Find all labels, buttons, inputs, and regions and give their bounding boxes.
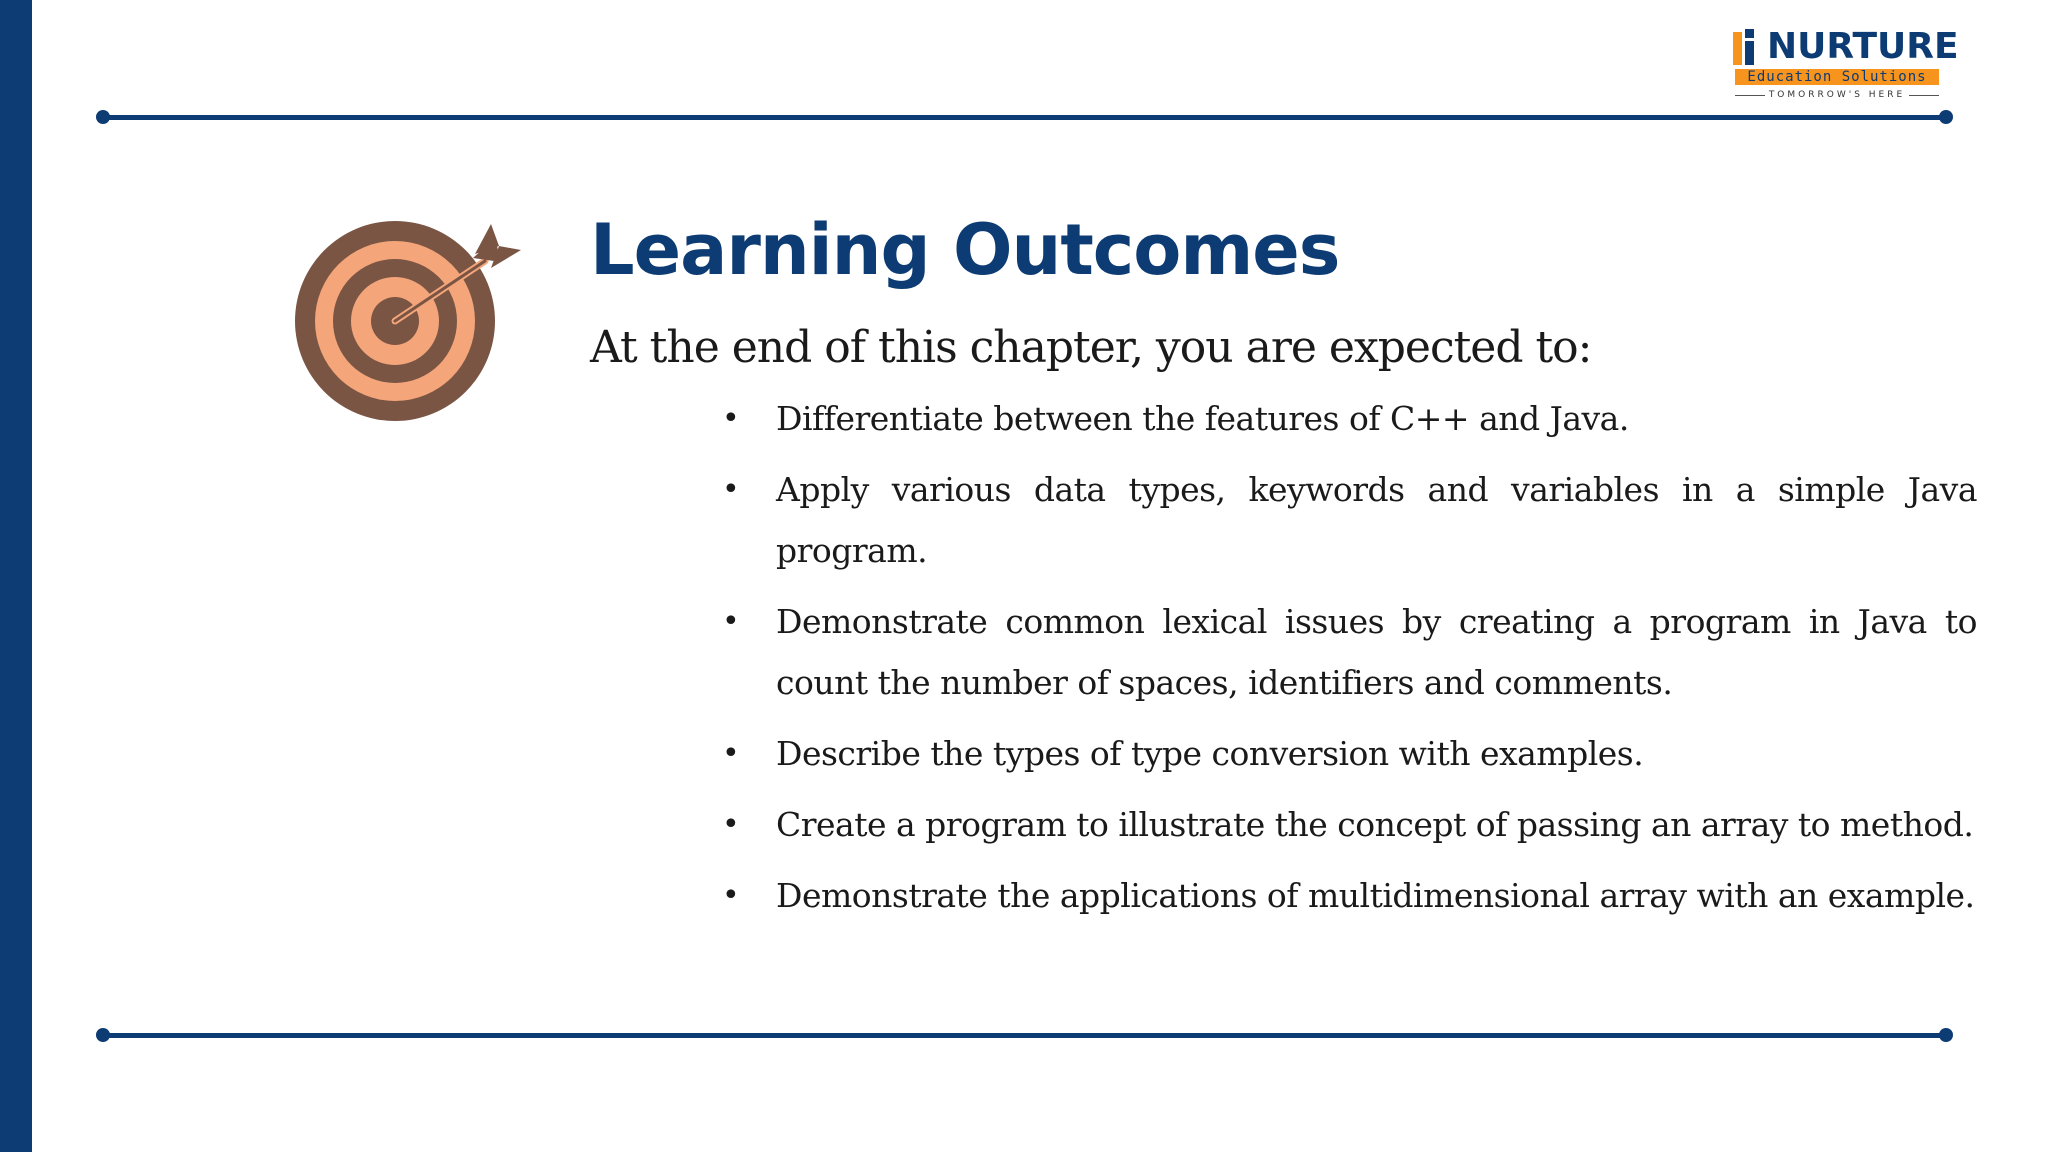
outcome-item	[722, 723, 1977, 784]
outcome-text: Differentiate between the features of C++ and Java.	[776, 399, 1629, 438]
logo-tagline	[1735, 89, 1939, 101]
bottom-divider	[102, 1033, 1947, 1038]
outcome-text: Create a program to illustrate the concept of passing an array to method.	[776, 805, 1974, 844]
outcome-item	[722, 794, 1977, 855]
divider-dot	[1939, 110, 1953, 124]
divider-dot	[96, 1028, 110, 1042]
divider-dot	[1939, 1028, 1953, 1042]
bullet-icon: •	[722, 604, 740, 639]
logo-mark-icon	[1733, 29, 1767, 65]
outcome-item	[722, 459, 1977, 581]
outcome-text: Apply various data types, keywords and variables in a simple Java program.	[776, 470, 1977, 570]
outcome-text: Describe the types of type conversion with examples.	[776, 734, 1644, 773]
target-icon	[295, 218, 530, 423]
logo-wordmark: NURTURE	[1767, 26, 1959, 67]
outcome-text: Demonstrate the applications of multidimensional array with an example.	[776, 876, 1975, 915]
bullet-icon: •	[722, 736, 740, 771]
bullet-icon: •	[722, 807, 740, 842]
slide-title: Learning Outcomes	[590, 209, 1340, 291]
divider-dot	[96, 110, 110, 124]
bullet-icon: •	[722, 472, 740, 507]
left-accent-bar	[0, 0, 32, 1152]
logo-subtitle: Education Solutions	[1735, 69, 1939, 85]
nurture-logo	[1733, 26, 1959, 103]
logo-tagline-text: TOMORROW'S HERE	[1768, 90, 1906, 100]
outcome-item	[722, 388, 1977, 449]
outcome-item	[722, 591, 1977, 713]
bullet-icon: •	[722, 878, 740, 913]
top-divider	[102, 115, 1947, 120]
outcome-text: Demonstrate common lexical issues by creating a program in Java to count the number of spaces, identifiers and comments.	[776, 602, 1977, 702]
bullet-icon: •	[722, 401, 740, 436]
learning-outcomes-list	[722, 388, 1977, 936]
slide-subtitle: At the end of this chapter, you are expected to:	[590, 322, 1592, 373]
outcome-item	[722, 865, 1977, 926]
